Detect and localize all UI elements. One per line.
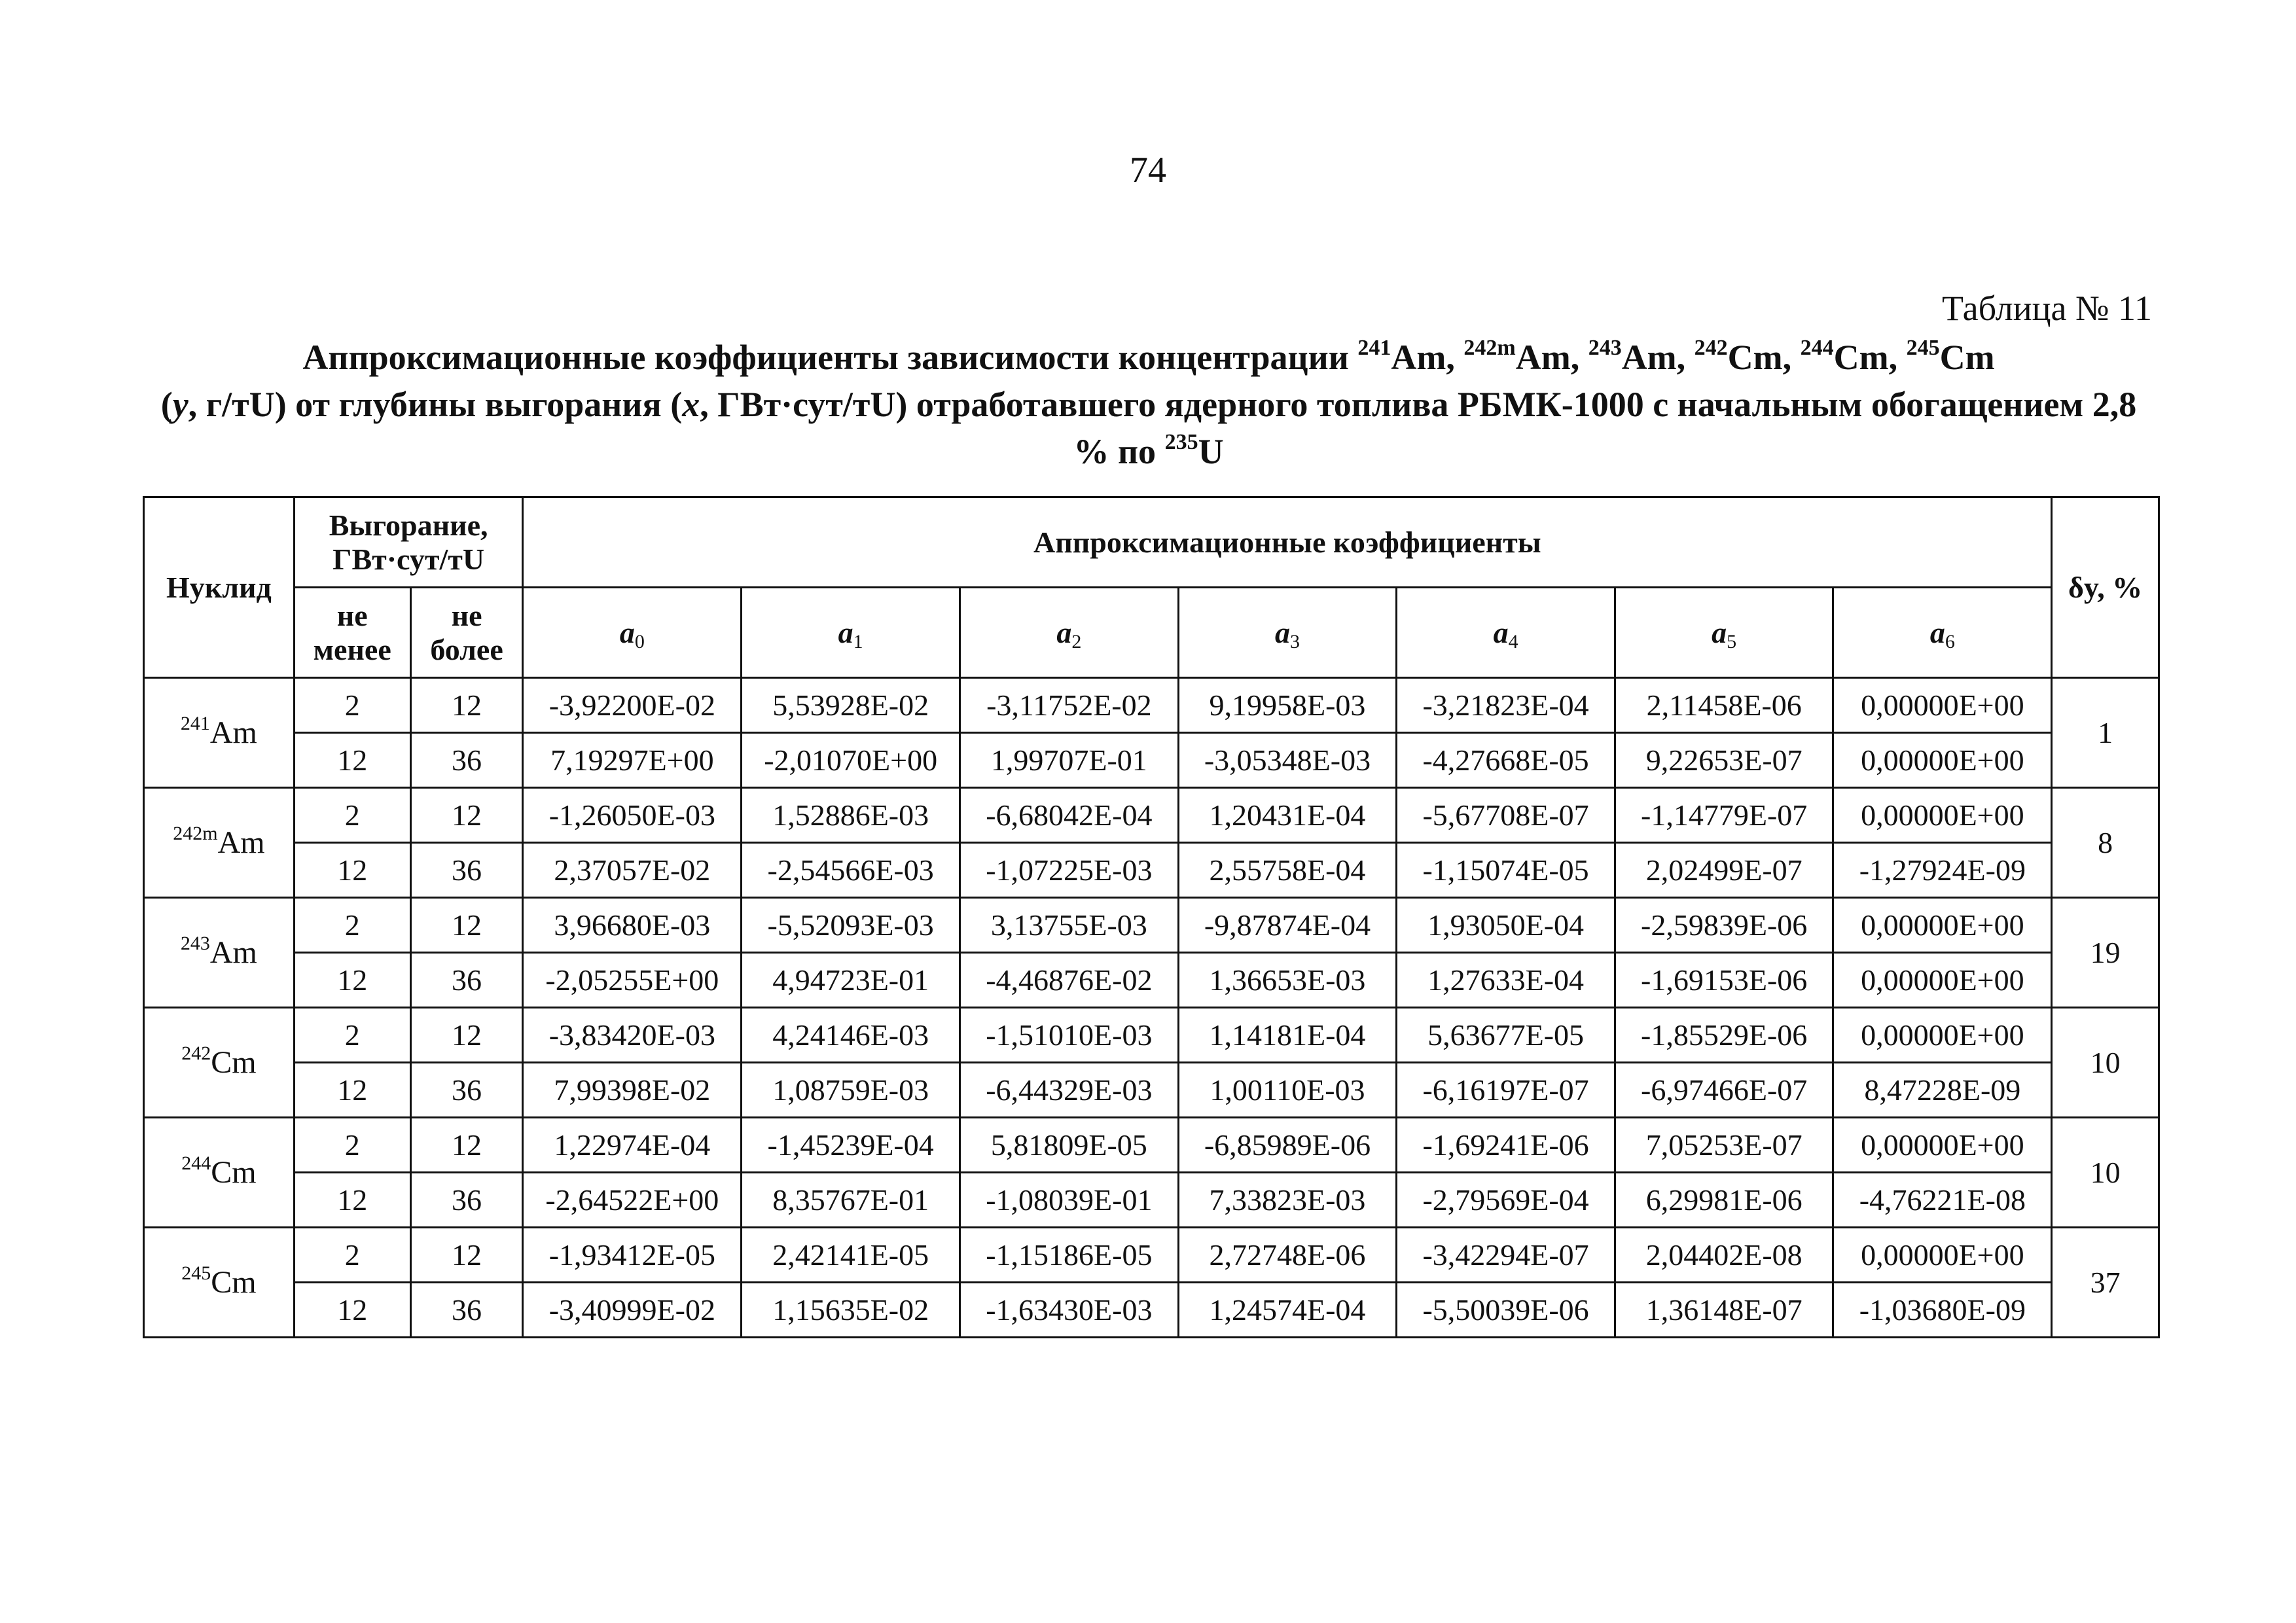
title-x-var: x	[682, 385, 700, 424]
table-label: Таблица № 11	[1942, 289, 2152, 328]
coefficient-a3-cell: 1,36653E-03	[1178, 953, 1397, 1008]
coefficient-a4-cell: -5,50039E-06	[1397, 1283, 1615, 1338]
table-title: Аппроксимационные коэффициенты зависимости концентрации $^{241}$Am, $^{242m}$Am, $^{243}$Am, $^{242}$Cm, $^{244}$Cm, $^{245}$Cm (y, г/тU) от глубины выгорания (x, ГВт·сут/тU) отработавшего ядерного топлива РБМК-1000 с начальным обогащением 2,8 % по $^{235}$U	[160, 336, 2137, 471]
coefficient-a0-cell: 7,99398E-02	[523, 1063, 742, 1118]
table-row	[144, 1118, 2159, 1173]
table-row	[144, 733, 2159, 788]
coefficient-a4-cell: -5,67708E-07	[1397, 788, 1615, 843]
coefficient-letter: a	[1056, 615, 1072, 649]
coefficient-a1-cell: 1,52886E-03	[742, 788, 960, 843]
coefficient-a2-cell: 5,81809E-05	[960, 1118, 1179, 1173]
coefficient-a6-cell: -1,27924E-09	[1833, 843, 2052, 898]
coefficient-a1-cell: 1,15635E-02	[742, 1283, 960, 1338]
coefficient-a3-cell: 1,14181E-04	[1178, 1008, 1397, 1063]
header-coefficient-a2	[960, 588, 1179, 678]
title-nuclide-symbol: Cm	[1727, 338, 1783, 377]
burnup-min-cell: 12	[294, 843, 410, 898]
title-nuclide-mass: 242	[1694, 336, 1728, 360]
nuclide-symbol: Am	[217, 825, 265, 860]
title-nuclide-symbol: Cm	[1833, 338, 1889, 377]
coefficient-a0-cell: 3,96680E-03	[523, 898, 742, 953]
header-coefficient-a6	[1833, 588, 2052, 678]
coefficient-a2-cell: -1,08039E-01	[960, 1173, 1179, 1228]
coefficient-a2-cell: -1,07225E-03	[960, 843, 1179, 898]
delta-cell: 10	[2052, 1008, 2159, 1118]
burnup-max-cell: 36	[410, 1173, 523, 1228]
coefficient-a4-cell: -2,79569E-04	[1397, 1173, 1615, 1228]
burnup-min-cell: 2	[294, 788, 410, 843]
table-row	[144, 898, 2159, 953]
coefficient-index: 2	[1071, 630, 1082, 652]
nuclide-symbol: Am	[209, 935, 257, 970]
coefficient-a0-cell: -2,05255E+00	[523, 953, 742, 1008]
coefficient-a3-cell: 1,24574E-04	[1178, 1283, 1397, 1338]
coefficient-letter: a	[1274, 615, 1290, 649]
nuclide-mass: 242	[181, 1043, 211, 1064]
coefficient-a3-cell: -9,87874E-04	[1178, 898, 1397, 953]
nuclide-cell	[144, 898, 295, 1008]
nuclide-mass: 245	[181, 1262, 211, 1284]
burnup-min-cell: 12	[294, 1283, 410, 1338]
coefficient-a1-cell: -2,54566E-03	[742, 843, 960, 898]
coefficient-a2-cell: -1,51010E-03	[960, 1008, 1179, 1063]
coefficient-a0-cell: -3,40999E-02	[523, 1283, 742, 1338]
burnup-max-cell: 12	[410, 898, 523, 953]
burnup-min-cell: 12	[294, 1063, 410, 1118]
coefficient-a3-cell: 2,55758E-04	[1178, 843, 1397, 898]
burnup-max-cell: 12	[410, 1228, 523, 1283]
coefficient-a3-cell: 9,19958E-03	[1178, 678, 1397, 733]
coefficient-a3-cell: -3,05348E-03	[1178, 733, 1397, 788]
burnup-max-cell: 12	[410, 678, 523, 733]
nuclide-symbol: Cm	[211, 1045, 257, 1080]
delta-cell: 1	[2052, 678, 2159, 788]
page-number: 74	[1130, 150, 1166, 190]
coefficient-a5-cell: 9,22653E-07	[1615, 733, 1833, 788]
title-nuclide-separator: ,	[1676, 338, 1686, 377]
title-nuclide-separator: ,	[1888, 338, 1898, 377]
table-row	[144, 1063, 2159, 1118]
nuclide-cell	[144, 1008, 295, 1118]
coefficient-a5-cell: -6,97466E-07	[1615, 1063, 1833, 1118]
coefficient-a0-cell: -1,26050E-03	[523, 788, 742, 843]
coefficient-a1-cell: 2,42141E-05	[742, 1228, 960, 1283]
coefficient-index: 6	[1945, 630, 1955, 652]
coefficient-a6-cell: 0,00000E+00	[1833, 788, 2052, 843]
coefficient-a4-cell: -3,42294E-07	[1397, 1228, 1615, 1283]
coefficient-index: 3	[1289, 630, 1300, 652]
table-row	[144, 1228, 2159, 1283]
title-nuclide-symbol: Am	[1515, 338, 1571, 377]
delta-cell: 19	[2052, 898, 2159, 1008]
table-row	[144, 1283, 2159, 1338]
coefficient-a6-cell: 0,00000E+00	[1833, 1008, 2052, 1063]
nuclide-symbol: Cm	[211, 1155, 257, 1190]
header-coefficient-a3	[1178, 588, 1397, 678]
coefficient-a5-cell: 2,11458E-06	[1615, 678, 1833, 733]
coefficient-a4-cell: -1,69241E-06	[1397, 1118, 1615, 1173]
coefficient-a1-cell: -2,01070E+00	[742, 733, 960, 788]
burnup-max-cell: 12	[410, 788, 523, 843]
table-row	[144, 953, 2159, 1008]
coefficient-a6-cell: 0,00000E+00	[1833, 733, 2052, 788]
coefficient-letter: a	[838, 615, 853, 649]
coefficient-a1-cell: 4,24146E-03	[742, 1008, 960, 1063]
burnup-min-cell: 2	[294, 1118, 410, 1173]
nuclide-cell	[144, 678, 295, 788]
title-nuclide-symbol: Am	[1391, 338, 1446, 377]
title-nuclide-mass: 244	[1800, 336, 1834, 360]
title-y-var: y	[172, 385, 188, 424]
coefficient-a2-cell: -3,11752E-02	[960, 678, 1179, 733]
coefficient-a2-cell: -6,68042E-04	[960, 788, 1179, 843]
coefficient-a4-cell: -3,21823E-04	[1397, 678, 1615, 733]
coefficient-a4-cell: -1,15074E-05	[1397, 843, 1615, 898]
nuclide-symbol: Cm	[211, 1265, 257, 1300]
burnup-min-cell: 2	[294, 898, 410, 953]
burnup-max-cell: 36	[410, 733, 523, 788]
coefficient-letter: a	[619, 615, 635, 649]
header-coefficient-a5	[1615, 588, 1833, 678]
nuclide-cell	[144, 1118, 295, 1228]
table-body	[144, 678, 2159, 1338]
title-nuclide-mass: 241	[1357, 336, 1391, 360]
title-line2-part-a: , г/тU) от глубины выгорания (	[188, 385, 683, 424]
header-coefficient-a1	[742, 588, 960, 678]
title-line2-part-b: , ГВт·сут/тU) отработавшего ядерного топлива РБМК-1000 с начальным обогащением 2,8 % по	[700, 385, 2137, 471]
coefficient-a3-cell: 1,00110E-03	[1178, 1063, 1397, 1118]
coefficient-a2-cell: -1,15186E-05	[960, 1228, 1179, 1283]
table-row	[144, 1008, 2159, 1063]
title-enrich-symbol: U	[1198, 432, 1224, 471]
title-nuclide-symbol: Cm	[1939, 338, 1995, 377]
nuclide-cell	[144, 1228, 295, 1338]
coefficient-a0-cell: 1,22974E-04	[523, 1118, 742, 1173]
coefficient-a4-cell: 1,27633E-04	[1397, 953, 1615, 1008]
burnup-min-cell: 12	[294, 953, 410, 1008]
header-coefficient-a4	[1397, 588, 1615, 678]
burnup-min-cell: 12	[294, 1173, 410, 1228]
header-burnup: Выгорание, ГВт·сут/тU	[294, 497, 523, 588]
coefficient-a5-cell: -1,14779E-07	[1615, 788, 1833, 843]
header-max: не более	[410, 588, 523, 678]
nuclide-mass: 244	[181, 1152, 211, 1174]
coefficient-a5-cell: -1,69153E-06	[1615, 953, 1833, 1008]
delta-cell: 8	[2052, 788, 2159, 898]
coefficient-a6-cell: -4,76221E-08	[1833, 1173, 2052, 1228]
header-nuclide: Нуклид	[144, 497, 295, 678]
coefficient-a3-cell: 1,20431E-04	[1178, 788, 1397, 843]
coefficient-letter: a	[1493, 615, 1509, 649]
coefficient-a6-cell: 0,00000E+00	[1833, 1228, 2052, 1283]
coefficient-a2-cell: -6,44329E-03	[960, 1063, 1179, 1118]
coefficient-a5-cell: 7,05253E-07	[1615, 1118, 1833, 1173]
title-nuclide-mass: 242m	[1463, 336, 1516, 360]
coefficient-a5-cell: -2,59839E-06	[1615, 898, 1833, 953]
coefficient-a4-cell: 5,63677E-05	[1397, 1008, 1615, 1063]
header-min: не менее	[294, 588, 410, 678]
coefficients-table	[143, 496, 2160, 1338]
nuclide-cell	[144, 788, 295, 898]
nuclide-symbol: Am	[209, 715, 257, 750]
burnup-min-cell: 2	[294, 1228, 410, 1283]
coefficient-a4-cell: -6,16197E-07	[1397, 1063, 1615, 1118]
header-delta: δy, %	[2052, 497, 2159, 678]
coefficient-index: 1	[853, 630, 863, 652]
coefficient-a0-cell: 7,19297E+00	[523, 733, 742, 788]
nuclide-mass: 242m	[173, 823, 218, 844]
coefficient-a6-cell: 0,00000E+00	[1833, 898, 2052, 953]
coefficient-a2-cell: 3,13755E-03	[960, 898, 1179, 953]
coefficient-a2-cell: 1,99707E-01	[960, 733, 1179, 788]
coefficient-a2-cell: -4,46876E-02	[960, 953, 1179, 1008]
delta-cell: 10	[2052, 1118, 2159, 1228]
coefficient-a6-cell: 0,00000E+00	[1833, 953, 2052, 1008]
coefficient-a1-cell: -1,45239E-04	[742, 1118, 960, 1173]
burnup-max-cell: 36	[410, 1283, 523, 1338]
coefficient-a1-cell: 4,94723E-01	[742, 953, 960, 1008]
coefficient-a1-cell: 5,53928E-02	[742, 678, 960, 733]
coefficient-a6-cell: 8,47228E-09	[1833, 1063, 2052, 1118]
title-nuclide-symbol: Am	[1621, 338, 1677, 377]
nuclide-mass: 241	[180, 713, 210, 734]
coefficient-a5-cell: -1,85529E-06	[1615, 1008, 1833, 1063]
coefficient-index: 4	[1508, 630, 1518, 652]
title-nuclide-separator: ,	[1570, 338, 1580, 377]
coefficient-a4-cell: 1,93050E-04	[1397, 898, 1615, 953]
coefficient-a3-cell: 7,33823E-03	[1178, 1173, 1397, 1228]
coefficient-a0-cell: -3,92200E-02	[523, 678, 742, 733]
table-row	[144, 788, 2159, 843]
table-row	[144, 678, 2159, 733]
coefficient-a3-cell: 2,72748E-06	[1178, 1228, 1397, 1283]
coefficient-a0-cell: -2,64522E+00	[523, 1173, 742, 1228]
coefficient-a1-cell: -5,52093E-03	[742, 898, 960, 953]
coefficient-a4-cell: -4,27668E-05	[1397, 733, 1615, 788]
coefficient-a0-cell: -1,93412E-05	[523, 1228, 742, 1283]
coefficient-a1-cell: 1,08759E-03	[742, 1063, 960, 1118]
coefficient-a6-cell: -1,03680E-09	[1833, 1283, 2052, 1338]
burnup-max-cell: 36	[410, 843, 523, 898]
burnup-min-cell: 12	[294, 733, 410, 788]
title-line1-text: Аппроксимационные коэффициенты зависимости концентрации	[302, 338, 1349, 377]
coefficient-a5-cell: 2,04402E-08	[1615, 1228, 1833, 1283]
coefficient-letter: a	[1929, 615, 1945, 649]
header-coefficients: Аппроксимационные коэффициенты	[523, 497, 2052, 588]
coefficient-a1-cell: 8,35767E-01	[742, 1173, 960, 1228]
title-nuclide-list	[1349, 338, 1995, 377]
coefficient-letter: a	[1712, 615, 1727, 649]
burnup-max-cell: 12	[410, 1118, 523, 1173]
coefficient-a5-cell: 1,36148E-07	[1615, 1283, 1833, 1338]
delta-cell: 37	[2052, 1228, 2159, 1338]
coefficient-index: 0	[634, 630, 645, 652]
burnup-max-cell: 36	[410, 1063, 523, 1118]
nuclide-mass: 243	[180, 933, 210, 954]
coefficient-a3-cell: -6,85989E-06	[1178, 1118, 1397, 1173]
coefficient-a6-cell: 0,00000E+00	[1833, 1118, 2052, 1173]
title-nuclide-separator: ,	[1446, 338, 1455, 377]
burnup-max-cell: 36	[410, 953, 523, 1008]
title-nuclide-mass: 245	[1906, 336, 1940, 360]
coefficient-a2-cell: -1,63430E-03	[960, 1283, 1179, 1338]
coefficient-a6-cell: 0,00000E+00	[1833, 678, 2052, 733]
title-nuclide-separator: ,	[1782, 338, 1792, 377]
title-nuclide-mass: 243	[1588, 336, 1622, 360]
burnup-min-cell: 2	[294, 1008, 410, 1063]
title-enrich-mass: 235	[1164, 430, 1198, 454]
coefficient-a0-cell: -3,83420E-03	[523, 1008, 742, 1063]
coefficient-a5-cell: 6,29981E-06	[1615, 1173, 1833, 1228]
coefficient-index: 5	[1727, 630, 1737, 652]
coefficient-a5-cell: 2,02499E-07	[1615, 843, 1833, 898]
coefficient-a0-cell: 2,37057E-02	[523, 843, 742, 898]
table-row	[144, 1173, 2159, 1228]
burnup-max-cell: 12	[410, 1008, 523, 1063]
table-row	[144, 843, 2159, 898]
header-coefficient-a0	[523, 588, 742, 678]
burnup-min-cell: 2	[294, 678, 410, 733]
